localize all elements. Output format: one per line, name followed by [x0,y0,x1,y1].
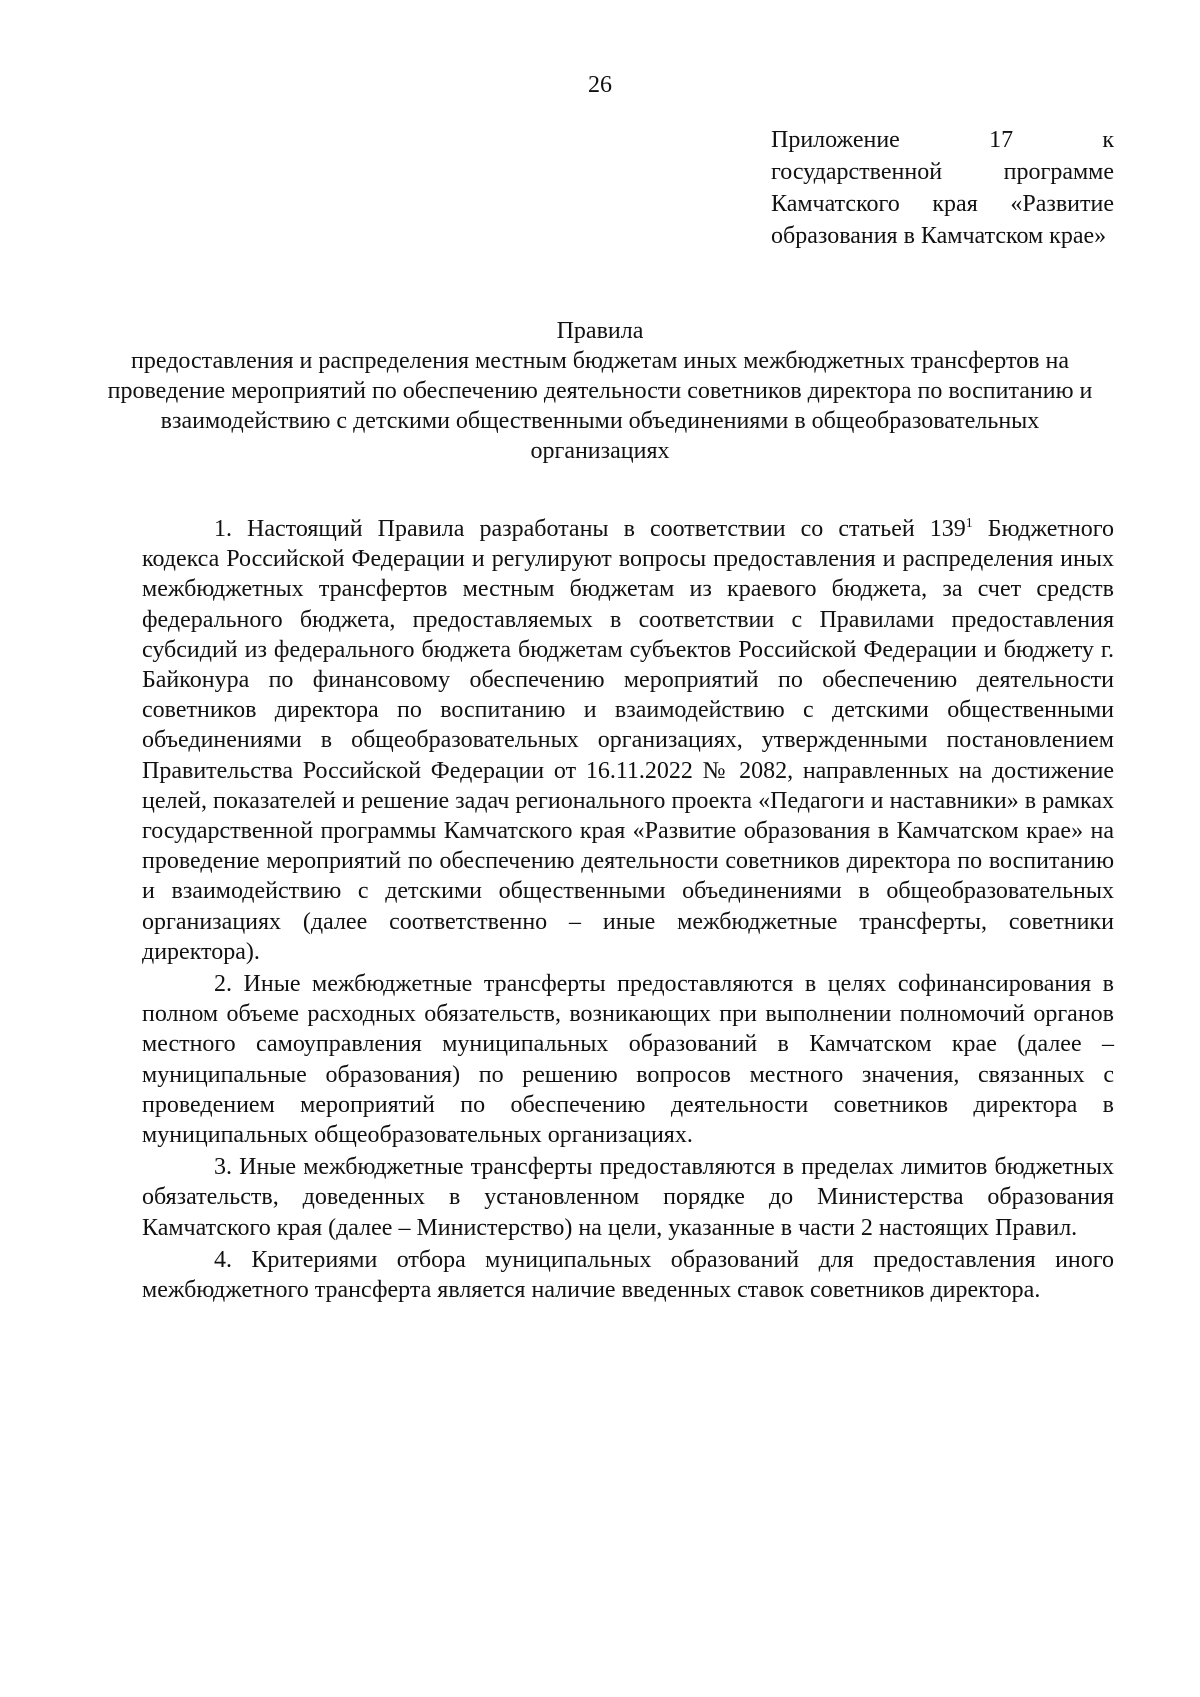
title-heading: Правила [556,318,644,344]
paragraph-4: 4. Критериями отбора муниципальных образований для предоставления иного межбюджетного трансферта является наличие введенных ставок советников директора. [142,1246,1114,1304]
paragraph-2: 2. Иные межбюджетные трансферты предоставляются в целях софинансирования в полном объеме расходных обязательств, возникающих при выполнении полномочий органов местного самоуправления муниципальных образований в Камчатском крае (далее – муниципальные образования) по решению вопросов местного значения, связанных с проведением мероприятий по обеспечению деятельности советников директора в муниципальных общеобразовательных организациях. [142,971,1114,1149]
title-subtitle: предоставления и распределения местным бюджетам иных межбюджетных трансфертов на проведение мероприятий по обеспечению деятельности советников директора по воспитанию и взаимодействию с детскими общественными объединениями в общеобразовательных организациях [107,348,1093,464]
article-superscript: 1 [965,516,973,531]
appendix-rest: государственной программе Камчатского края «Развитие образования в Камчатском крае» [771,159,1114,249]
appendix-word-3: к [1102,127,1114,153]
appendix-first-line [771,124,1114,156]
paragraph-1 [142,514,1114,967]
body-text [142,514,1114,1307]
document-title [100,316,1100,466]
page-number: 26 [588,72,612,98]
appendix-word-1: Приложение [771,127,900,153]
paragraph-1-start: 1. Настоящий Правила разработаны в соответствии со статьей 139 [214,516,966,542]
paragraph-3: 3. Иные межбюджетные трансферты предоставляются в пределах лимитов бюджетных обязательств, доведенных в установленном порядке до Министерства образования Камчатского края (далее – Министерство) на цели, указанные в части 2 настоящих Правил. [142,1154,1114,1241]
paragraph-1-end: Бюджетного кодекса Российской Федерации и регулируют вопросы предоставления и распределения иных межбюджетных трансфертов местным бюджетам из краевого бюджета, за счет средств федерального бюджета, предоставляемых в соответствии с Правилами предоставления субсидий из федерального бюджета бюджетам субъектов Российской Федерации и бюджету г. Байконура по финансовому обеспечению мероприятий по обеспечению деятельности советников директора по воспитанию и взаимодействию с детскими общественными объединениями в общеобразовательных организациях, утвержденными постановлением Правительства Российской Федерации от 16.11.2022 № 2082, направленных на достижение целей, показателей и решение задач регионального проекта «Педагоги и наставники» в рамках государственной программы Камчатского края «Развитие образования в Камчатском крае» на проведение мероприятий по обеспечению деятельности советников директора по воспитанию и взаимодействию с детскими общественными объединениями в общеобразовательных организациях (далее соответственно – иные межбюджетные трансферты, советники директора). [142,516,1115,965]
appendix-note [771,124,1114,252]
appendix-word-2: 17 [989,127,1014,153]
